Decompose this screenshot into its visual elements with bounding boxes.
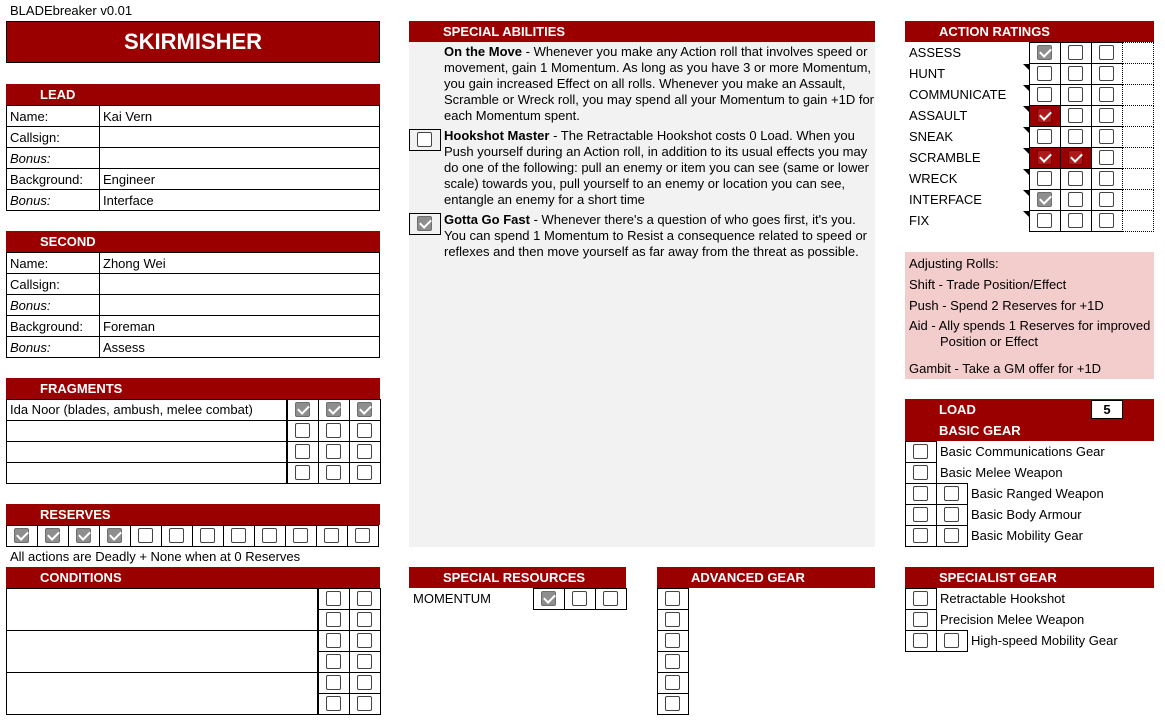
action-dot-checkbox[interactable] [1068, 108, 1083, 123]
condition-row [6, 672, 318, 715]
lead-row-value[interactable]: Kai Vern [100, 106, 380, 127]
lead-row-label: Background: [7, 169, 100, 190]
resource-checkbox[interactable] [572, 591, 587, 606]
action-extra-cell [1122, 84, 1154, 106]
condition-checkbox[interactable] [326, 654, 341, 669]
specialist-gear-name: Retractable Hookshot [940, 591, 1066, 606]
reserve-checkbox[interactable] [231, 528, 246, 543]
ability-checkbox[interactable] [417, 132, 432, 147]
ability-checkbox[interactable] [417, 216, 432, 231]
condition-checkbox[interactable] [357, 696, 372, 711]
reserve-checkbox[interactable] [138, 528, 153, 543]
reserve-checkbox[interactable] [324, 528, 339, 543]
action-extra-cell [1122, 63, 1154, 85]
action-name: INTERFACE [909, 192, 982, 207]
second-row-label: Bonus: [7, 295, 100, 316]
action-dot-checkbox[interactable] [1037, 192, 1052, 207]
fragment-checkbox[interactable] [326, 402, 341, 417]
action-dot-checkbox[interactable] [1068, 150, 1083, 165]
action-name: ASSESS [909, 45, 962, 60]
ability-description [444, 212, 874, 260]
reserve-checkbox[interactable] [76, 528, 91, 543]
action-dot-checkbox[interactable] [1037, 171, 1052, 186]
special-resources-header: SPECIAL RESOURCES [409, 567, 626, 588]
action-dot-checkbox[interactable] [1068, 45, 1083, 60]
action-dot-checkbox[interactable] [1068, 129, 1083, 144]
reserves-track [6, 525, 380, 547]
action-name: ASSAULT [909, 108, 968, 123]
fragment-row [6, 420, 287, 442]
basic-gear-checkbox[interactable] [913, 507, 928, 522]
lead-row-label: Bonus: [7, 148, 100, 169]
conditions-header: CONDITIONS [6, 567, 380, 588]
lead-row [7, 127, 380, 148]
ability-text: - Whenever you make any Action roll that involves speed or movement, gain 1 Momentum. As long as you have 3 or more Momentum, you gain increased Effect on all rolls. Whenever you make an Assault, Scramble or Wreck roll, you may spend all your Momentum to gain +1D for each Momentum spent. [444, 44, 875, 123]
fragment-checkbox[interactable] [326, 444, 341, 459]
action-dot-checkbox[interactable] [1099, 87, 1114, 102]
action-dot-checkbox[interactable] [1099, 150, 1114, 165]
reserve-checkbox[interactable] [262, 528, 277, 543]
action-dot-checkbox[interactable] [1037, 87, 1052, 102]
ability-description [444, 44, 874, 124]
advanced-gear-checkbox[interactable] [665, 612, 680, 627]
condition-checkbox[interactable] [357, 633, 372, 648]
basic-gear-name: Basic Ranged Weapon [971, 486, 1104, 501]
reserve-checkbox[interactable] [293, 528, 308, 543]
reserve-checkbox[interactable] [200, 528, 215, 543]
lead-row-label: Callsign: [7, 127, 100, 148]
specialist-gear-checkbox[interactable] [913, 633, 928, 648]
action-name: SNEAK [909, 129, 954, 144]
second-row-label: Background: [7, 316, 100, 337]
app-title: BLADEbreaker v0.01 [10, 3, 133, 18]
action-extra-cell [1122, 189, 1154, 211]
ability-title: Hookshot Master [444, 128, 550, 143]
reserve-checkbox[interactable] [355, 528, 370, 543]
lead-row [7, 106, 380, 127]
fragments-list [6, 399, 380, 483]
basic-gear-name: Basic Communications Gear [940, 444, 1105, 459]
conditions-list [6, 588, 380, 715]
adjusting-rolls-aid: Aid - Ally spends 1 Reserves for improved [909, 318, 1151, 333]
second-row [7, 337, 380, 358]
fragment-checkbox[interactable] [295, 402, 310, 417]
load-header: LOAD [905, 399, 1154, 420]
fragment-row [6, 441, 287, 463]
action-extra-cell [1122, 147, 1154, 169]
condition-row [6, 630, 318, 673]
fragments-header: FRAGMENTS [6, 378, 380, 399]
lead-row [7, 148, 380, 169]
condition-checkbox[interactable] [326, 612, 341, 627]
second-row [7, 274, 380, 295]
second-row-value[interactable]: Assess [100, 337, 380, 358]
second-rows [7, 253, 380, 358]
lead-row [7, 190, 380, 211]
action-dot-checkbox[interactable] [1037, 45, 1052, 60]
fragment-checkbox[interactable] [357, 423, 372, 438]
resource-checkbox[interactable] [603, 591, 618, 606]
second-row-label: Name: [7, 253, 100, 274]
advanced-gear-checkbox[interactable] [665, 696, 680, 711]
condition-checkbox[interactable] [326, 675, 341, 690]
action-name: SCRAMBLE [909, 150, 981, 165]
lead-table [6, 105, 380, 211]
action-dot-checkbox[interactable] [1037, 150, 1052, 165]
fragment-checkbox[interactable] [295, 444, 310, 459]
action-dot-checkbox[interactable] [1068, 66, 1083, 81]
second-row-value[interactable]: Zhong Wei [100, 253, 380, 274]
advanced-gear-checkbox[interactable] [665, 654, 680, 669]
action-extra-cell [1122, 126, 1154, 148]
adjusting-rolls-shift: Shift - Trade Position/Effect [909, 277, 1067, 292]
ability-title: On the Move [444, 44, 523, 59]
resource-checkbox[interactable] [541, 591, 556, 606]
action-extra-cell [1122, 105, 1154, 127]
reserve-checkbox[interactable] [169, 528, 184, 543]
basic-gear-name: Basic Melee Weapon [940, 465, 1063, 480]
condition-row [6, 588, 318, 631]
adjusting-rolls-title: Adjusting Rolls: [909, 256, 999, 271]
action-dot-checkbox[interactable] [1068, 171, 1083, 186]
action-dot-checkbox[interactable] [1037, 129, 1052, 144]
fragment-row [6, 462, 287, 484]
advanced-gear-checkbox[interactable] [665, 675, 680, 690]
basic-gear-checkbox[interactable] [944, 507, 959, 522]
lead-row-value[interactable] [100, 148, 380, 169]
fragment-checkbox[interactable] [357, 465, 372, 480]
fragment-checkbox[interactable] [295, 423, 310, 438]
specialist-gear-header: SPECIALIST GEAR [905, 567, 1154, 588]
condition-checkbox[interactable] [326, 633, 341, 648]
condition-checkbox[interactable] [357, 675, 372, 690]
second-row-value[interactable] [100, 274, 380, 295]
action-dot-checkbox[interactable] [1037, 66, 1052, 81]
condition-checkbox[interactable] [326, 591, 341, 606]
lead-row-value[interactable]: Interface [100, 190, 380, 211]
second-row-value[interactable]: Foreman [100, 316, 380, 337]
lead-rows [7, 106, 380, 211]
basic-gear-header: BASIC GEAR [905, 420, 1154, 441]
action-extra-cell [1122, 42, 1154, 64]
basic-gear-name: Basic Body Armour [971, 507, 1082, 522]
lead-row [7, 169, 380, 190]
reserve-checkbox[interactable] [45, 528, 60, 543]
ability-text: - The Retractable Hookshot costs 0 Load. When you Push yourself during an Action roll, in addition to its usual effects you may do one of the following: pull an enemy or item you can see (same or lower scale) towards you, pull yourself to an enemy or location you can see, entangle an enemy for a short time [444, 128, 869, 207]
fragment-checkbox[interactable] [357, 444, 372, 459]
action-extra-cell [1122, 168, 1154, 190]
basic-gear-checkbox[interactable] [944, 486, 959, 501]
basic-gear-checkbox[interactable] [913, 465, 928, 480]
adjusting-rolls-gambit: Gambit - Take a GM offer for +1D [909, 361, 1102, 376]
lead-row-label: Name: [7, 106, 100, 127]
playbook-name: SKIRMISHER [123, 29, 263, 54]
lead-header: LEAD [6, 84, 380, 105]
action-dot-checkbox[interactable] [1099, 66, 1114, 81]
reserve-checkbox[interactable] [14, 528, 29, 543]
condition-checkbox[interactable] [357, 612, 372, 627]
specialist-gear-checkbox[interactable] [913, 591, 928, 606]
second-row-label: Bonus: [7, 337, 100, 358]
advanced-gear-header: ADVANCED GEAR [657, 567, 875, 588]
second-table [6, 252, 380, 358]
specialist-gear-checkbox[interactable] [913, 612, 928, 627]
basic-gear-checkbox[interactable] [944, 528, 959, 543]
action-dot-checkbox[interactable] [1099, 108, 1114, 123]
basic-gear-checkbox[interactable] [913, 528, 928, 543]
basic-gear-checkbox[interactable] [913, 486, 928, 501]
reserve-checkbox[interactable] [107, 528, 122, 543]
condition-checkbox[interactable] [357, 591, 372, 606]
advanced-gear-checkbox[interactable] [665, 633, 680, 648]
second-row-value[interactable] [100, 295, 380, 316]
action-dot-checkbox[interactable] [1068, 87, 1083, 102]
fragment-checkbox[interactable] [357, 402, 372, 417]
lead-row-value[interactable] [100, 127, 380, 148]
action-dot-checkbox[interactable] [1099, 129, 1114, 144]
lead-row-value[interactable]: Engineer [100, 169, 380, 190]
second-row [7, 295, 380, 316]
condition-checkbox[interactable] [326, 696, 341, 711]
playbook-title [6, 21, 380, 63]
adjusting-rolls-push: Push - Spend 2 Reserves for +1D [909, 298, 1104, 313]
action-name: WRECK [909, 171, 958, 186]
action-dot-checkbox[interactable] [1099, 213, 1114, 228]
second-header: SECOND [6, 231, 380, 252]
ability-description [444, 128, 874, 208]
resource-label: MOMENTUM [413, 591, 491, 606]
action-dot-checkbox[interactable] [1099, 192, 1114, 207]
action-dot-checkbox[interactable] [1099, 45, 1114, 60]
ability-text: - Whenever there's a question of who goes first, it's you. You can spend 1 Momentum to Resist a consequence related to speed or reflexes and then move yourself as far away from the threat as possible. [444, 212, 868, 259]
basic-gear-name: Basic Mobility Gear [971, 528, 1083, 543]
reserves-note: All actions are Deadly + None when at 0 Reserves [10, 549, 301, 564]
second-row-label: Callsign: [7, 274, 100, 295]
specialist-gear-name: High-speed Mobility Gear [971, 633, 1118, 648]
load-value-box[interactable] [1091, 400, 1123, 419]
load-value: 5 [1103, 402, 1111, 417]
second-row [7, 253, 380, 274]
action-name: HUNT [909, 66, 946, 81]
fragment-checkbox[interactable] [326, 465, 341, 480]
lead-row-label: Bonus: [7, 190, 100, 211]
specialist-gear-checkbox[interactable] [944, 633, 959, 648]
fragment-checkbox[interactable] [295, 465, 310, 480]
advanced-gear-checkbox[interactable] [665, 591, 680, 606]
basic-gear-checkbox[interactable] [913, 444, 928, 459]
action-dot-checkbox[interactable] [1099, 171, 1114, 186]
specialist-gear-name: Precision Melee Weapon [940, 612, 1085, 627]
action-dot-checkbox[interactable] [1068, 192, 1083, 207]
action-dot-checkbox[interactable] [1037, 213, 1052, 228]
fragment-checkbox[interactable] [326, 423, 341, 438]
condition-checkbox[interactable] [357, 654, 372, 669]
fragment-text: Ida Noor (blades, ambush, melee combat) [10, 402, 253, 417]
action-name: COMMUNICATE [909, 87, 1007, 102]
action-dot-checkbox[interactable] [1068, 213, 1083, 228]
special-abilities-header: SPECIAL ABILITIES [409, 21, 875, 42]
ability-title: Gotta Go Fast [444, 212, 530, 227]
action-name: FIX [909, 213, 930, 228]
action-extra-cell [1122, 210, 1154, 232]
action-ratings-header: ACTION RATINGS [905, 21, 1154, 42]
action-dot-checkbox[interactable] [1037, 108, 1052, 123]
adjusting-rolls-aid-cont: Position or Effect [940, 334, 1039, 349]
second-row [7, 316, 380, 337]
reserves-header: RESERVES [6, 504, 380, 525]
